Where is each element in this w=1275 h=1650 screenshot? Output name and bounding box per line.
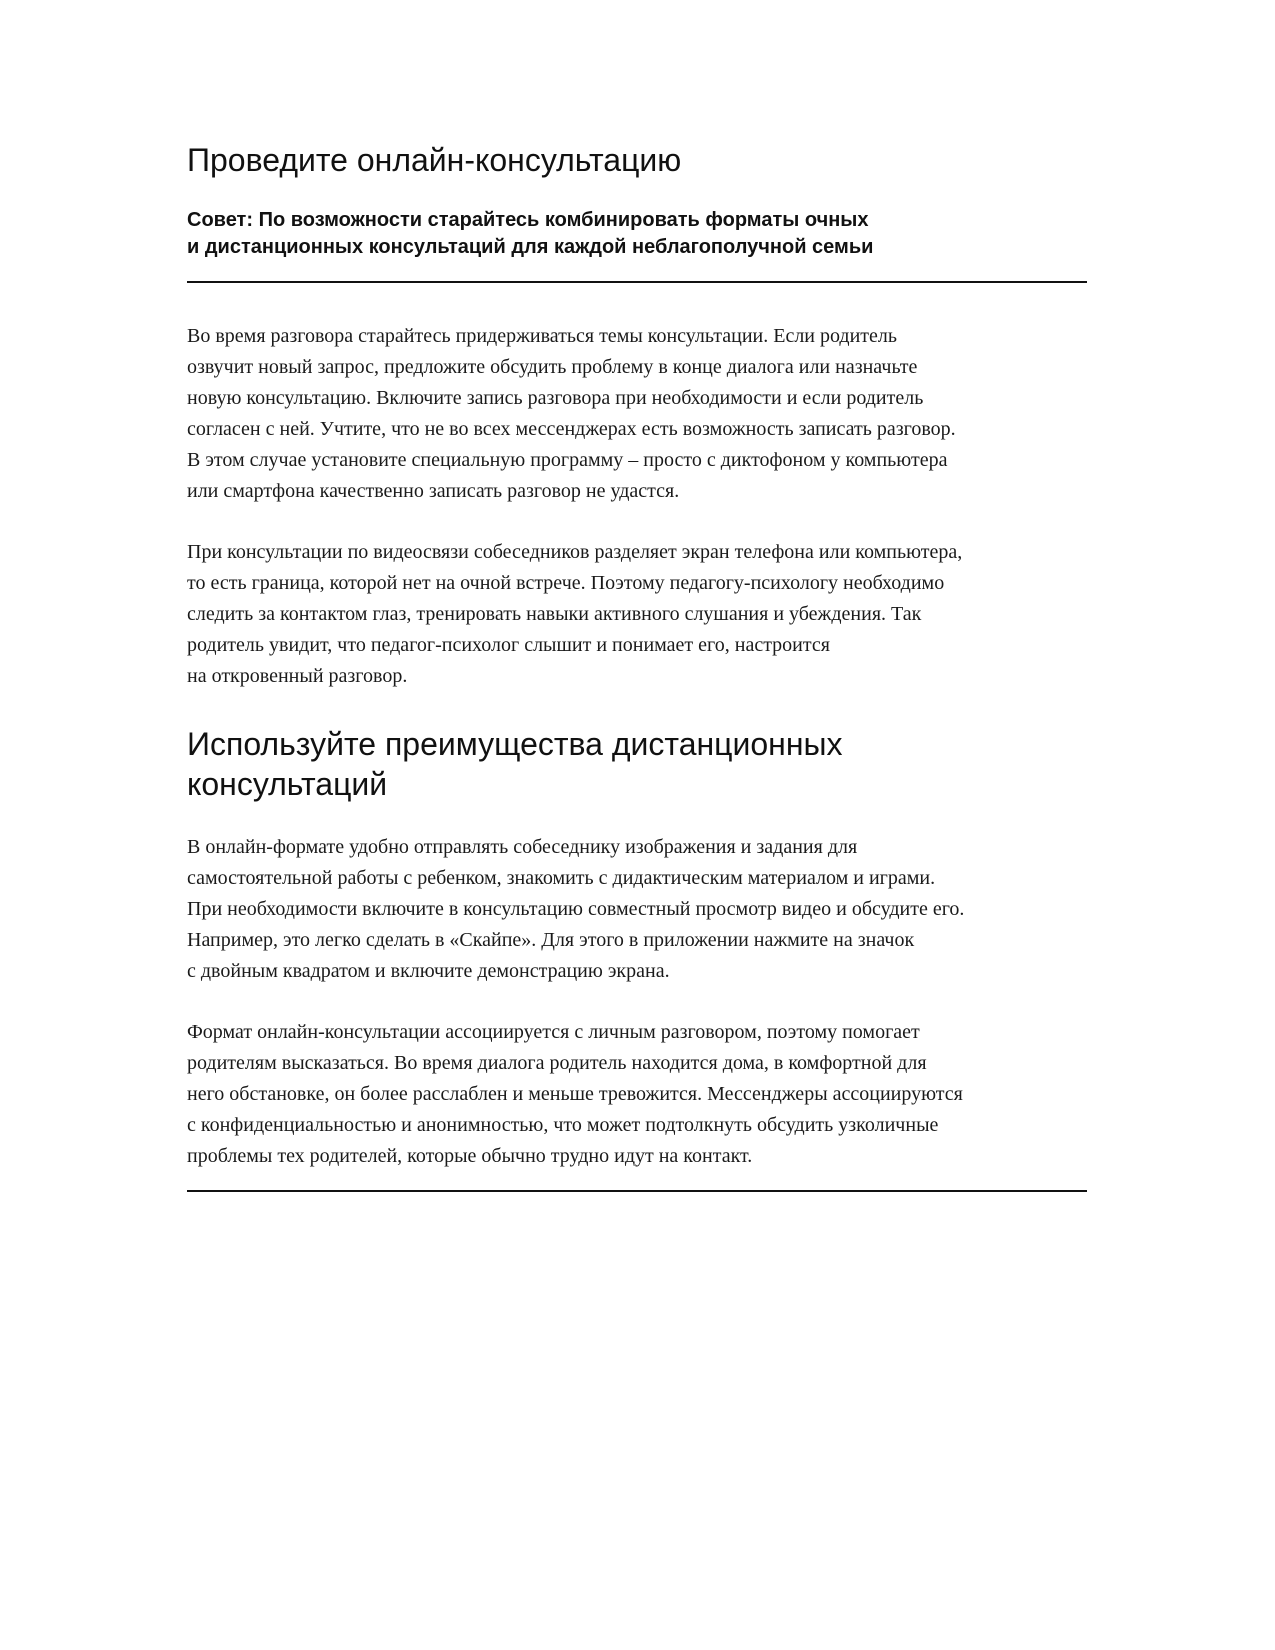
paragraph-video-call [187, 537, 1087, 692]
paragraph-personal-conversation [187, 1017, 1087, 1172]
paragraph-line: новую консультацию. Включите запись разговора при необходимости и если родитель [187, 387, 924, 409]
paragraph-line: Формат онлайн-консультации ассоциируется с личным разговором, поэтому помогает [187, 1021, 920, 1043]
paragraph-line: В онлайн-формате удобно отправлять собеседнику изображения и задания для [187, 836, 858, 858]
paragraph-line: Например, это легко сделать в «Скайпе». Для этого в приложении нажмите на значок [187, 929, 915, 951]
paragraph-line: с конфиденциальностью и анонимностью, что может подтолкнуть обсудить узколичные [187, 1114, 939, 1136]
paragraph-line: следить за контактом глаз, тренировать навыки активного слушания и убеждения. Так [187, 603, 922, 625]
page-content [187, 140, 1087, 1192]
paragraph-line: проблемы тех родителей, которые обычно трудно идут на контакт. [187, 1145, 753, 1167]
tip-line: и дистанционных консультаций для каждой неблагополучной семьи [187, 236, 874, 258]
paragraph-recording [187, 321, 1087, 507]
paragraph-line: родителям высказаться. Во время диалога родитель находится дома, в комфортной для [187, 1052, 927, 1074]
paragraph-line: В этом случае установите специальную программу – просто с диктофоном у компьютера [187, 449, 948, 471]
paragraph-online-format [187, 832, 1087, 987]
paragraph-line: на откровенный разговор. [187, 665, 408, 687]
paragraph-line: родитель увидит, что педагог-психолог слышит и понимает его, настроится [187, 634, 830, 656]
heading-line: Проведите онлайн-консультацию [187, 142, 682, 178]
section-heading-remote-advantages [187, 724, 1087, 804]
paragraph-line: с двойным квадратом и включите демонстрацию экрана. [187, 960, 670, 982]
tip-line: Совет: По возможности старайтесь комбинировать форматы очных [187, 209, 869, 231]
paragraph-line: озвучит новый запрос, предложите обсудить проблему в конце диалога или назначьте [187, 356, 918, 378]
paragraph-line: то есть граница, которой нет на очной встрече. Поэтому педагогу-психологу необходимо [187, 572, 945, 594]
paragraph-line: Во время разговора старайтесь придерживаться темы консультации. Если родитель [187, 325, 898, 347]
paragraph-line: или смартфона качественно записать разговор не удастся. [187, 480, 680, 502]
divider-top [187, 281, 1087, 283]
paragraph-line: При консультации по видеосвязи собеседников разделяет экран телефона или компьютера, [187, 541, 963, 563]
heading-line: консультаций [187, 766, 388, 802]
section-heading-online-consultation [187, 140, 1087, 180]
paragraph-line: самостоятельной работы с ребенком, знакомить с дидактическим материалом и играми. [187, 867, 936, 889]
tip-callout [187, 207, 1087, 261]
divider-bottom [187, 1190, 1087, 1192]
heading-line: Используйте преимущества дистанционных [187, 726, 843, 762]
paragraph-line: него обстановке, он более расслаблен и меньше тревожится. Мессенджеры ассоциируются [187, 1083, 963, 1105]
paragraph-line: При необходимости включите в консультацию совместный просмотр видео и обсудите его. [187, 898, 965, 920]
paragraph-line: согласен с ней. Учтите, что не во всех мессенджерах есть возможность записать разговор. [187, 418, 956, 440]
